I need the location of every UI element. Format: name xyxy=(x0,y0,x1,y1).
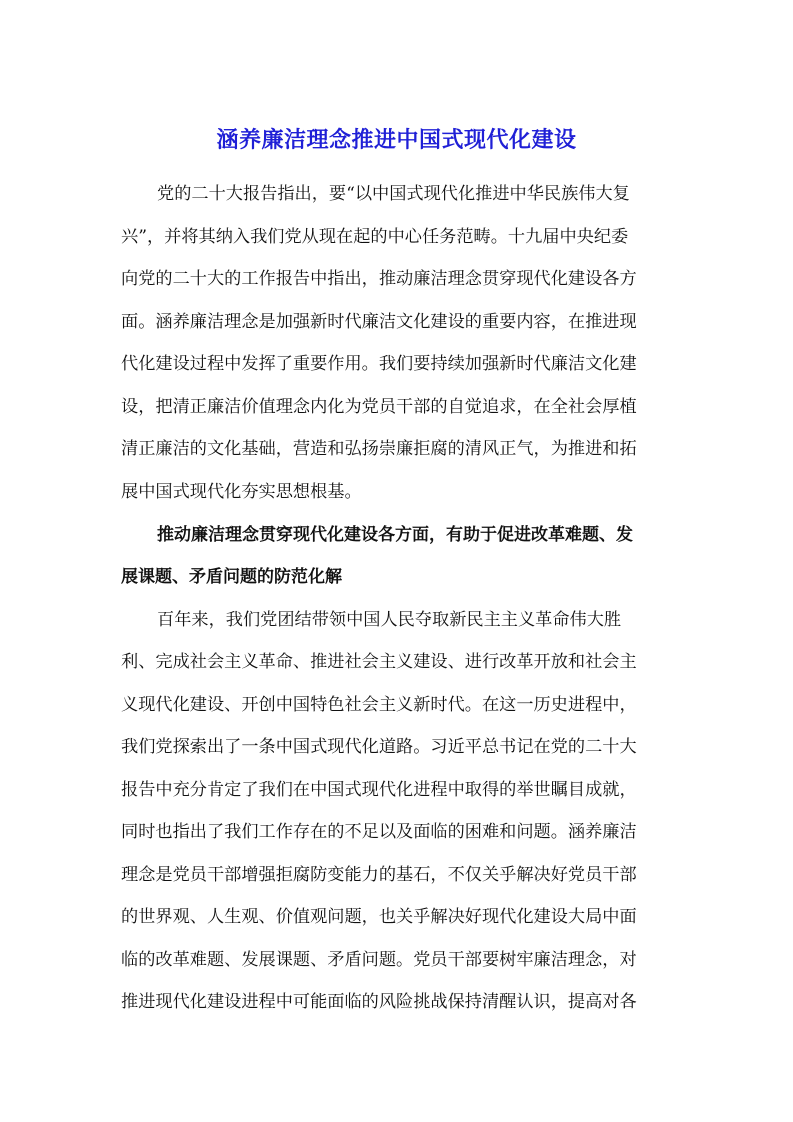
document-title: 涵养廉洁理念推进中国式现代化建设 xyxy=(216,127,577,153)
paragraph-2-line-6: 同时也指出了我们工作存在的不足以及面临的困难和问题。涵养廉洁 xyxy=(121,822,637,842)
paragraph-2-line-3: 义现代化建设、开创中国特色社会主义新时代。在这一历史进程中， xyxy=(121,695,637,715)
paragraph-2-line-2: 利、完成社会主义革命、推进社会主义建设、进行改革开放和社会主 xyxy=(121,652,637,672)
paragraph-1-line-1: 党的二十大报告指出，要“以中国式现代化推进中华民族伟大复 xyxy=(157,184,630,204)
paragraph-2-line-10: 推进现代化建设进程中可能面临的风险挑战保持清醒认识，提高对各 xyxy=(121,992,637,1012)
paragraph-2-line-9: 临的改革难题、发展课题、矛盾问题。党员干部要树牢廉洁理念，对 xyxy=(121,950,637,970)
paragraph-1-line-3: 向党的二十大的工作报告中指出，推动廉洁理念贯穿现代化建设各方 xyxy=(121,269,637,289)
paragraph-1-line-6: 设，把清正廉洁价值理念内化为党员干部的自觉追求，在全社会厚植 xyxy=(121,397,637,417)
paragraph-2-line-7: 理念是党员干部增强拒腐防变能力的基石，不仅关乎解决好党员干部 xyxy=(121,865,637,885)
section-heading-line-1: 推动廉洁理念贯穿现代化建设各方面，有助于促进改革难题、发 xyxy=(157,525,633,545)
paragraph-2-line-4: 我们党探索出了一条中国式现代化道路。习近平总书记在党的二十大 xyxy=(121,737,637,757)
paragraph-2-line-5: 报告中充分肯定了我们在中国式现代化进程中取得的举世瞩目成就， xyxy=(121,780,637,800)
paragraph-1-line-4: 面。涵养廉洁理念是加强新时代廉洁文化建设的重要内容，在推进现 xyxy=(121,312,637,332)
paragraph-2-line-1: 百年来，我们党团结带领中国人民夺取新民主主义革命伟大胜 xyxy=(157,610,622,630)
paragraph-1-line-5: 代化建设过程中发挥了重要作用。我们要持续加强新时代廉洁文化建 xyxy=(121,354,637,374)
paragraph-1-line-2: 兴”，并将其纳入我们党从现在起的中心任务范畴。十九届中央纪委 xyxy=(121,227,629,247)
section-heading-line-2: 展课题、矛盾问题的防范化解 xyxy=(121,567,342,587)
paragraph-1-line-8: 展中国式现代化夯实思想根基。 xyxy=(121,482,362,502)
paragraph-2-line-8: 的世界观、人生观、价值观问题，也关乎解决好现代化建设大局中面 xyxy=(121,907,637,927)
paragraph-1-line-7: 清正廉洁的文化基础，营造和弘扬崇廉拒腐的清风正气，为推进和拓 xyxy=(121,439,637,459)
